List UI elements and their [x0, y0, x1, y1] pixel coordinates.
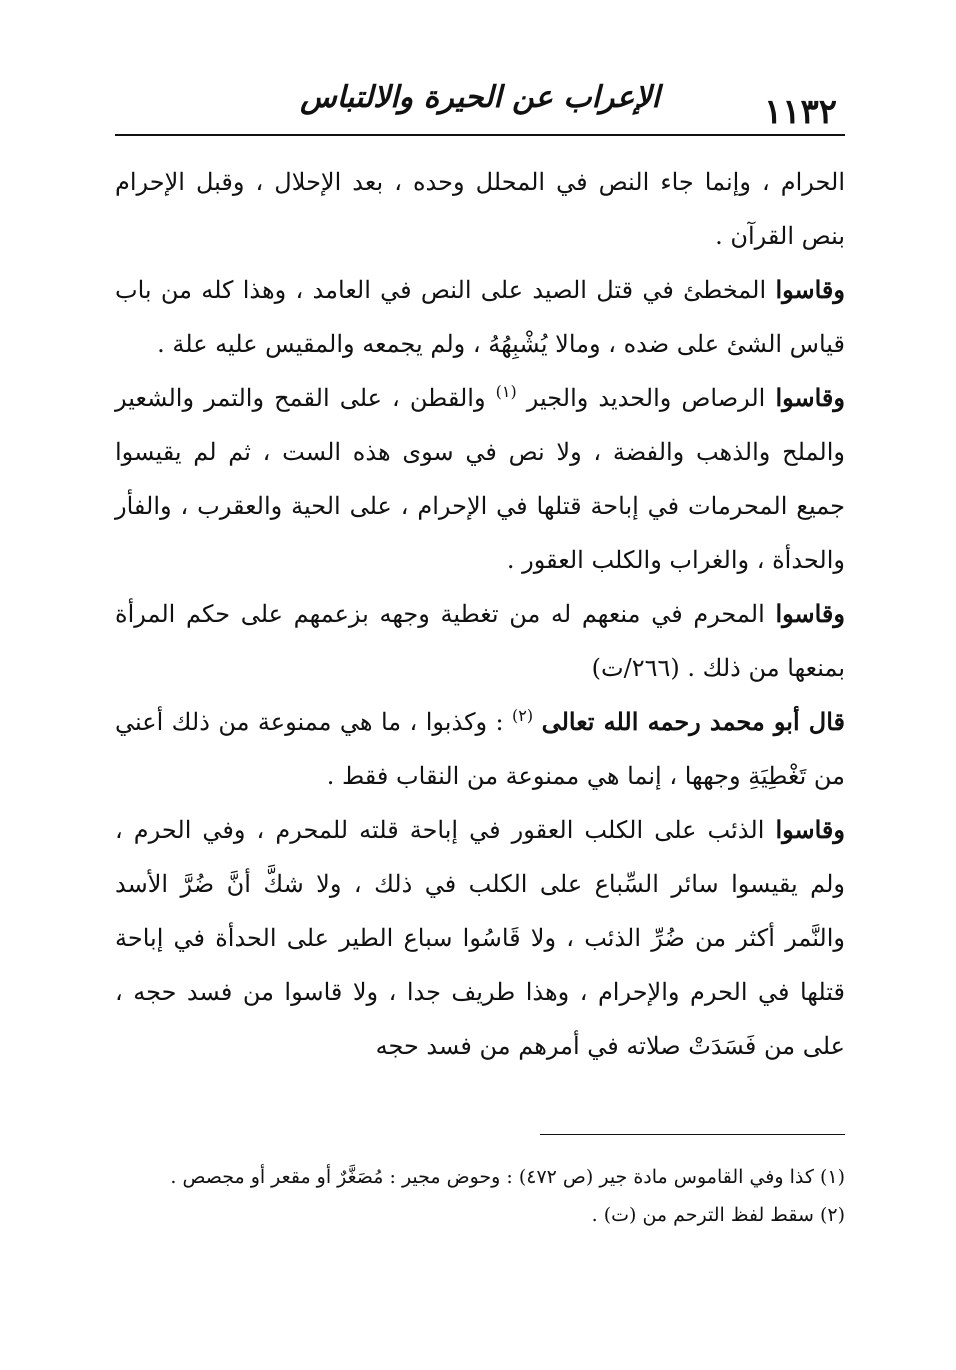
page-number: ١١٣٢	[763, 92, 837, 132]
paragraph-6	[115, 803, 845, 1073]
paragraph-text: المحرم في منعهم له من تغطية وجهه بزعمهم على حكم المرأة بمنعها من ذلك . (٢٦٦/ت)	[115, 600, 845, 682]
footnote-text: سقط لفظ الترحم من (ت) .	[591, 1204, 814, 1226]
footnote-number: (٢)	[819, 1204, 845, 1226]
paragraph-text: الذئب على الكلب العقور في إباحة قلته للمحرم ، وفي الحرم ، ولم يقيسوا سائر السِّباع على الكلب في ذلك ، ولا شكَّ أنَّ ضُرَّ الأسد والنَّمر أكثر من ضُرِّ الذئب ، ولا قَاسُوا سباع الطير على الحدأة في إباحة قتلها في الحرم والإحرام ، وهذا طريف جدا ، ولا قاسوا من فسد حجه ، على من فَسَدَتْ صلاته في أمرهم من فسد حجه	[115, 816, 845, 1060]
footnote-rule	[540, 1134, 845, 1135]
footnote-2	[115, 1196, 845, 1234]
paragraph-tail: : وكذبوا ، ما هي ممنوعة من ذلك أعني من تَغْطِيَةِ وجهها ، إنما هي ممنوعة من النقاب فقط .	[115, 708, 845, 790]
paragraph-3	[115, 371, 845, 587]
paragraph-tail: والقطن ، على القمح والتمر والشعير والملح والذهب والفضة ، ولا نص في سوى هذه الست ، ثم لم يقيسوا جميع المحرمات في إباحة قتلها في الإحرام ، على الحية والعقرب ، والفأر والحدأة ، والغراب والكلب العقور .	[115, 384, 845, 574]
paragraph-lead: وقاسوا	[775, 599, 845, 628]
paragraph-text: الحرام ، وإنما جاء النص في المحلل وحده ، بعد الإحلال ، وقبل الإحرام بنص القرآن .	[115, 168, 845, 250]
body-text	[115, 155, 845, 1073]
paragraph-5	[115, 695, 845, 803]
footnote-ref-2[interactable]: (٢)	[512, 706, 534, 725]
paragraph-text: المخطئ في قتل الصيد على النص في العامد ، وهذا كله من باب قياس الشئ على ضده ، ومالا يُشْبِهُهُ ، ولم يجمعه والمقيس عليه علة .	[115, 276, 845, 358]
paragraph-lead: وقاسوا	[775, 275, 845, 304]
paragraph-1	[115, 155, 845, 263]
paragraph-2	[115, 263, 845, 371]
paragraph-text: الرصاص والحديد والجير	[516, 384, 776, 412]
paragraph-4	[115, 587, 845, 695]
footnotes	[115, 1158, 845, 1234]
page-header	[115, 70, 845, 136]
footnote-ref-1[interactable]: (١)	[495, 382, 517, 401]
footnote-text: كذا وفي القاموس مادة جير (ص ٤٧٢) : وحوض مجير : مُصَغَّرٌ أو مقعر أو مجصص .	[170, 1166, 814, 1188]
footnote-number: (١)	[819, 1166, 845, 1188]
running-title: الإعراب عن الحيرة والالتباس	[300, 80, 660, 115]
paragraph-lead: قال أبو محمد رحمه الله تعالى	[541, 707, 845, 736]
header-rule	[115, 134, 845, 136]
paragraph-lead: وقاسوا	[775, 815, 845, 844]
footnote-1	[115, 1158, 845, 1196]
paragraph-text	[533, 708, 541, 736]
paragraph-lead: وقاسوا	[775, 383, 845, 412]
